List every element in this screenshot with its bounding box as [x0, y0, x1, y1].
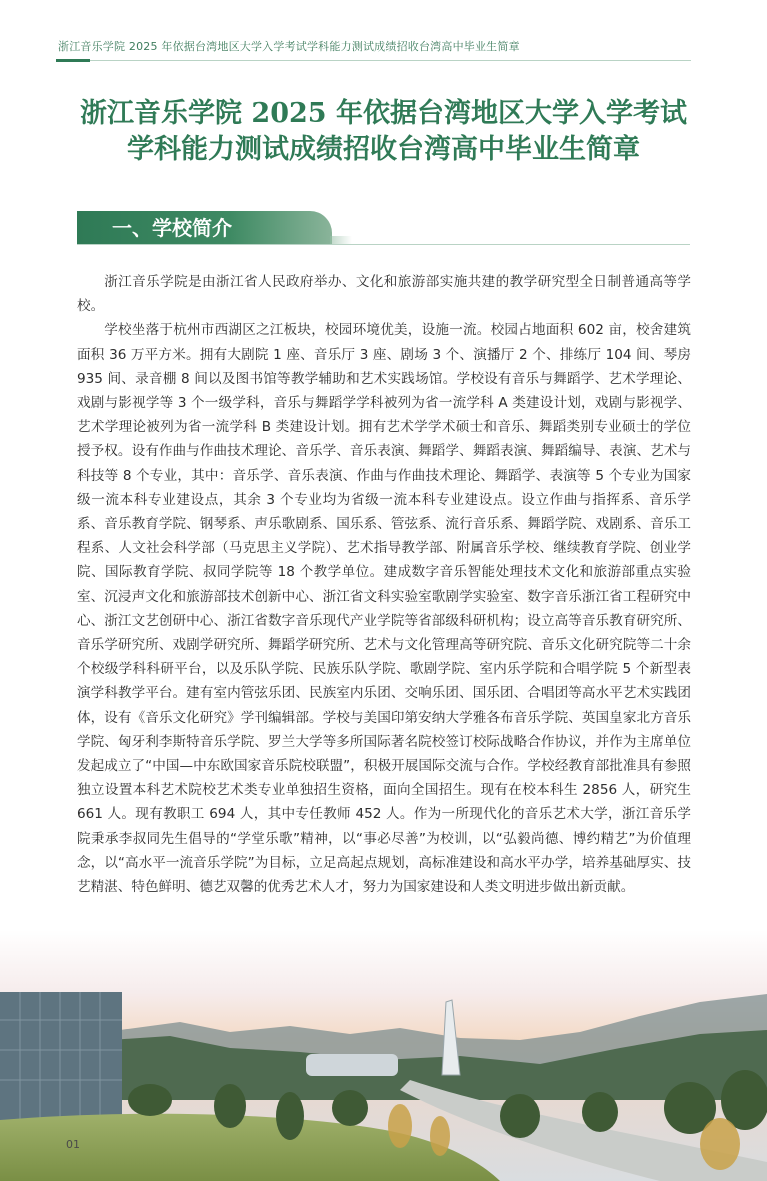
- page-number: 01: [66, 1138, 80, 1151]
- section-heading: 一、学校简介: [112, 216, 232, 240]
- document-title-line-1: 浙江音乐学院 2025 年依据台湾地区大学入学考试: [80, 98, 687, 129]
- glass-building: [0, 992, 122, 1120]
- running-header: 浙江音乐学院 2025 年依据台湾地区大学入学考试学科能力测试成绩招收台湾高中毕业生简章: [58, 40, 520, 53]
- section-heading-bar-fade: [330, 236, 352, 244]
- document-title-line-2: 学科能力测试成绩招收台湾高中毕业生简章: [127, 134, 640, 165]
- header-accent-bar: [56, 59, 90, 62]
- document-title: [40, 96, 727, 168]
- concert-hall: [306, 1054, 398, 1076]
- campus-scenery-illustration: [0, 930, 767, 1181]
- paragraph-intro: 浙江音乐学院是由浙江省人民政府举办、文化和旅游部实施共建的教学研究型全日制普通高等学校。: [77, 274, 691, 315]
- section-rule: [77, 244, 690, 245]
- header-rule: [56, 60, 691, 61]
- body-text: [77, 270, 691, 899]
- paragraph-campus: 学校坐落于杭州市西湖区之江板块，校园环境优美，设施一流。校园占地面积 602 亩，校舍建筑面积 36 万平方米。拥有大剧院 1 座、音乐厅 3 座、剧场 3 个、演播厅 2 个、排练厅 104 间、琴房 935 间、录音棚 8 间以及图书馆等教学辅助和艺术实践场馆。学校设有音乐与舞蹈学、艺术学理论、戏剧与影视学等 3 个一级学科，音乐与舞蹈学学科被列为省一流学科 A 类建设计划，戏剧与影视学、艺术学理论被列为省一流学科 B 类建设计划。拥有艺术学学术硕士和音乐、舞蹈类别专业硕士的学位授予权。设有作曲与作曲技术理论、音乐学、音乐表演、舞蹈学、舞蹈表演、舞蹈编导、表演、艺术与科技等 8 个专业，其中：音乐学、音乐表演、作曲与作曲技术理论、舞蹈学、表演等 5 个专业为国家级一流本科专业建设点，其余 3 个专业均为省级一流本科专业建设点。设立作曲与指挥系、音乐学系、音乐教育学院、钢琴系、声乐歌剧系、国乐系、管弦系、流行音乐系、舞蹈学院、戏剧系、音乐工程系、人文社会科学部（马克思主义学院）、艺术指导教学部、附属音乐学校、继续教育学院、创业学院、国际教育学院、叔同学院等 18 个教学单位。建成数字音乐智能处理技术文化和旅游部重点实验室、沉浸声文化和旅游部技术创新中心、浙江省文科实验室歌剧学实验室、数字音乐浙江省工程研究中心、浙江文艺创研中心、浙江省数字音乐现代产业学院等省部级科研机构；设立高等音乐教育研究所、音乐学研究所、戏剧学研究所、舞蹈学研究所、艺术与文化管理高等研究院、音乐文化研究院等二十余个校级学科科研平台，以及乐队学院、民族乐队学院、歌剧学院、室内乐学院和合唱学院 5 个新型表演学科教学平台。建有室内管弦乐团、民族室内乐团、交响乐团、国乐团、合唱团等高水平艺术实践团体，设有《音乐文化研究》学刊编辑部。学校与美国印第安纳大学雅各布音乐学院、英国皇家北方音乐学院、匈牙利李斯特音乐学院、罗兰大学等多所国际著名院校签订校际战略合作协议，并作为主席单位发起成立了“中国—中东欧国家音乐院校联盟”，积极开展国际交流与合作。学校经教育部批准具有参照独立设置本科艺术院校艺术类专业单独招生资格，面向全国招生。现有在校本科生 2856 人，研究生 661 人。现有教职工 694 人，其中专任教师 452 人。作为一所现代化的音乐艺术大学，浙江音乐学院秉承李叔同先生倡导的“学堂乐歌”精神，以“事必尽善”为校训，以“弘毅尚德、博约精艺”为价值理念，以“高水平一流音乐学院”为目标，立足高起点规划，高标准建设和高水平办学，培养基础厚实、技艺精湛、特色鲜明、德艺双馨的优秀艺术人才，努力为国家建设和人类文明进步做出新贡献。: [77, 322, 691, 896]
